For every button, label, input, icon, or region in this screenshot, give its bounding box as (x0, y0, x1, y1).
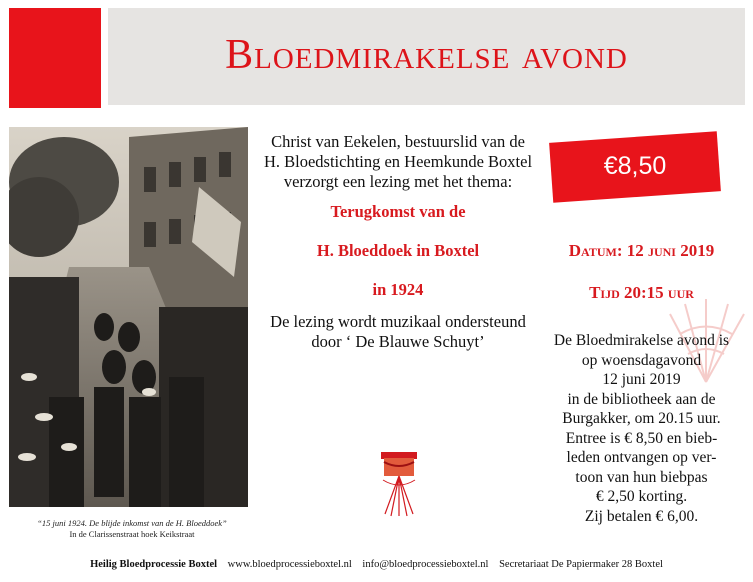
footer-organization: Heilig Bloedprocessie Boxtel (90, 559, 218, 570)
details-line: Zij betalen € 6,00. (584, 507, 699, 525)
photo-caption-location: In de Clarissenstraat hoek Keikstraat (69, 529, 195, 539)
photo-caption-title: “15 juni 1924. De blijde inkomst van de H. Bloeddoek” (37, 518, 227, 528)
details-line: toon van hun biebpas (575, 468, 708, 486)
lecture-description (263, 132, 533, 352)
lecture-topic-line-1: Terugkomst van de (330, 202, 466, 221)
details-line: op woensdagavond (581, 351, 702, 369)
photo-caption (9, 518, 255, 540)
details-line: De Bloedmirakelse avond is (553, 332, 730, 349)
footer-website-link[interactable]: www.bloedprocessieboxtel.nl (227, 559, 352, 570)
details-line: 12 juni 2019 (602, 371, 681, 388)
footer-email-link[interactable]: info@bloedprocessieboxtel.nl (362, 559, 489, 570)
event-details (530, 331, 753, 526)
details-line: € 2,50 korting. (595, 488, 688, 505)
red-accent-square (9, 8, 101, 108)
details-line: leden ontvangen op ver- (566, 449, 717, 466)
footer (0, 558, 753, 572)
price-label: €8,50 (603, 152, 667, 180)
lecture-music-note: De lezing wordt muzikaal ondersteund door ‘ De Blauwe Schuyt’ (270, 312, 526, 351)
bloeddoek-emblem-icon (375, 450, 423, 518)
event-date: Datum: 12 juni 2019 (568, 241, 715, 260)
details-line: Burgakker, om 20.15 uur. (562, 410, 721, 427)
lecture-intro: Christ van Eekelen, bestuurslid van de H. Bloedstichting en Heemkunde Boxtel verzorgt een lezing met het thema: (263, 132, 533, 191)
footer-secretariat: Secretariaat De Papiermaker 28 Boxtel (499, 559, 663, 570)
lecture-topic-line-3: in 1924 (372, 280, 424, 299)
page-title: Bloedmirakelse avond (225, 32, 628, 78)
title-band (108, 8, 745, 105)
details-line: in de bibliotheek aan de (567, 390, 716, 408)
details-line: Entree is € 8,50 en bieb- (565, 429, 718, 447)
lecture-topic-line-2: H. Bloeddoek in Boxtel (316, 241, 480, 260)
historic-procession-photo (9, 127, 248, 507)
event-time: Tijd 20:15 uur (589, 283, 694, 302)
